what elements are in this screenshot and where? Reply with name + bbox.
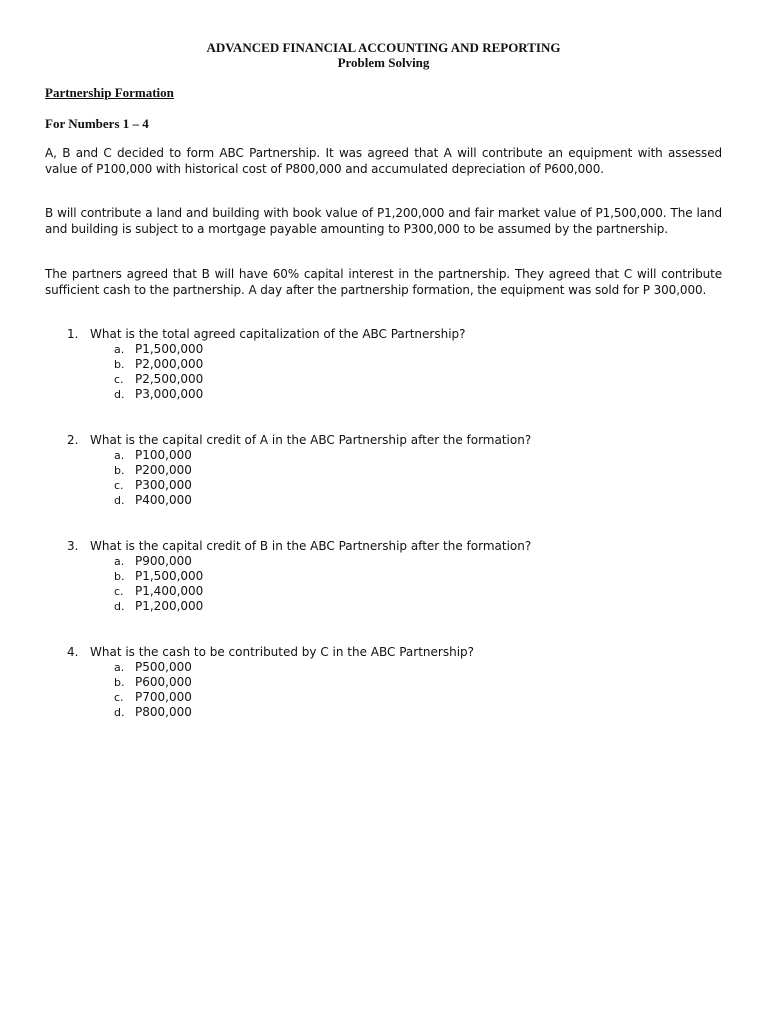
question-number: 3. bbox=[67, 539, 79, 553]
option-value: P1,200,000 bbox=[135, 599, 204, 613]
question-text: What is the cash to be contributed by C in the ABC Partnership? bbox=[90, 645, 475, 659]
question-2 bbox=[67, 432, 687, 508]
question-number: 1. bbox=[67, 327, 79, 341]
question-number: 2. bbox=[67, 433, 79, 447]
option-list bbox=[114, 554, 687, 614]
document-subtitle: Problem Solving bbox=[337, 55, 430, 70]
option-value: P200,000 bbox=[135, 463, 192, 477]
option-list bbox=[114, 448, 687, 508]
option-b bbox=[114, 569, 687, 584]
option-c bbox=[114, 478, 687, 493]
option-value: P700,000 bbox=[135, 690, 192, 704]
numbers-heading: For Numbers 1 – 4 bbox=[45, 116, 149, 131]
option-letter: d. bbox=[114, 706, 125, 719]
option-b bbox=[114, 357, 687, 372]
question-number: 4. bbox=[67, 645, 79, 659]
option-value: P1,500,000 bbox=[135, 569, 204, 583]
option-value: P2,000,000 bbox=[135, 357, 204, 371]
option-letter: a. bbox=[114, 661, 125, 674]
option-letter: b. bbox=[114, 570, 125, 583]
paragraph-partner-agreement: The partners agreed that B will have 60% capital interest in the partnership. They agreed that C will contribute sufficient cash to the partnership. A day after the partnership formation, the equipment was sold for P 300,000. bbox=[45, 267, 722, 297]
option-letter: c. bbox=[114, 479, 124, 492]
option-b bbox=[114, 463, 687, 478]
question-text: What is the capital credit of A in the ABC Partnership after the formation? bbox=[90, 433, 532, 447]
option-list bbox=[114, 660, 687, 720]
option-value: P1,400,000 bbox=[135, 584, 204, 598]
question-text: What is the total agreed capitalization of the ABC Partnership? bbox=[90, 327, 466, 341]
option-a bbox=[114, 660, 687, 675]
option-d bbox=[114, 387, 687, 402]
option-c bbox=[114, 690, 687, 705]
paragraph-a-contribution: A, B and C decided to form ABC Partnership. It was agreed that A will contribute an equipment with assessed value of P100,000 with historical cost of P800,000 and accumulated depreciation of P600,000. bbox=[45, 146, 722, 176]
option-letter: d. bbox=[114, 494, 125, 507]
option-value: P2,500,000 bbox=[135, 372, 204, 386]
option-value: P100,000 bbox=[135, 448, 192, 462]
option-letter: c. bbox=[114, 373, 124, 386]
option-value: P600,000 bbox=[135, 675, 192, 689]
option-c bbox=[114, 584, 687, 599]
option-value: P300,000 bbox=[135, 478, 192, 492]
option-letter: b. bbox=[114, 464, 125, 477]
option-letter: d. bbox=[114, 388, 125, 401]
question-1 bbox=[67, 326, 687, 402]
option-value: P3,000,000 bbox=[135, 387, 204, 401]
paragraph-b-contribution: B will contribute a land and building with book value of P1,200,000 and fair market value of P1,500,000. The land and building is subject to a mortgage payable amounting to P300,000 to be assumed by the partnership. bbox=[45, 206, 722, 236]
question-4 bbox=[67, 644, 687, 720]
option-value: P900,000 bbox=[135, 554, 192, 568]
option-d bbox=[114, 705, 687, 720]
option-letter: d. bbox=[114, 600, 125, 613]
option-letter: a. bbox=[114, 343, 125, 356]
option-letter: c. bbox=[114, 585, 124, 598]
option-letter: b. bbox=[114, 358, 125, 371]
option-value: P1,500,000 bbox=[135, 342, 204, 356]
document-title: ADVANCED FINANCIAL ACCOUNTING AND REPORTING bbox=[206, 40, 561, 55]
option-letter: a. bbox=[114, 555, 125, 568]
option-value: P800,000 bbox=[135, 705, 192, 719]
option-a bbox=[114, 342, 687, 357]
question-text: What is the capital credit of B in the ABC Partnership after the formation? bbox=[90, 539, 532, 553]
option-list bbox=[114, 342, 687, 402]
option-a bbox=[114, 448, 687, 463]
option-b bbox=[114, 675, 687, 690]
option-a bbox=[114, 554, 687, 569]
option-value: P500,000 bbox=[135, 660, 192, 674]
option-d bbox=[114, 493, 687, 508]
option-value: P400,000 bbox=[135, 493, 192, 507]
section-heading: Partnership Formation bbox=[45, 85, 174, 100]
option-letter: c. bbox=[114, 691, 124, 704]
option-d bbox=[114, 599, 687, 614]
question-3 bbox=[67, 538, 687, 614]
option-c bbox=[114, 372, 687, 387]
option-letter: a. bbox=[114, 449, 125, 462]
option-letter: b. bbox=[114, 676, 125, 689]
